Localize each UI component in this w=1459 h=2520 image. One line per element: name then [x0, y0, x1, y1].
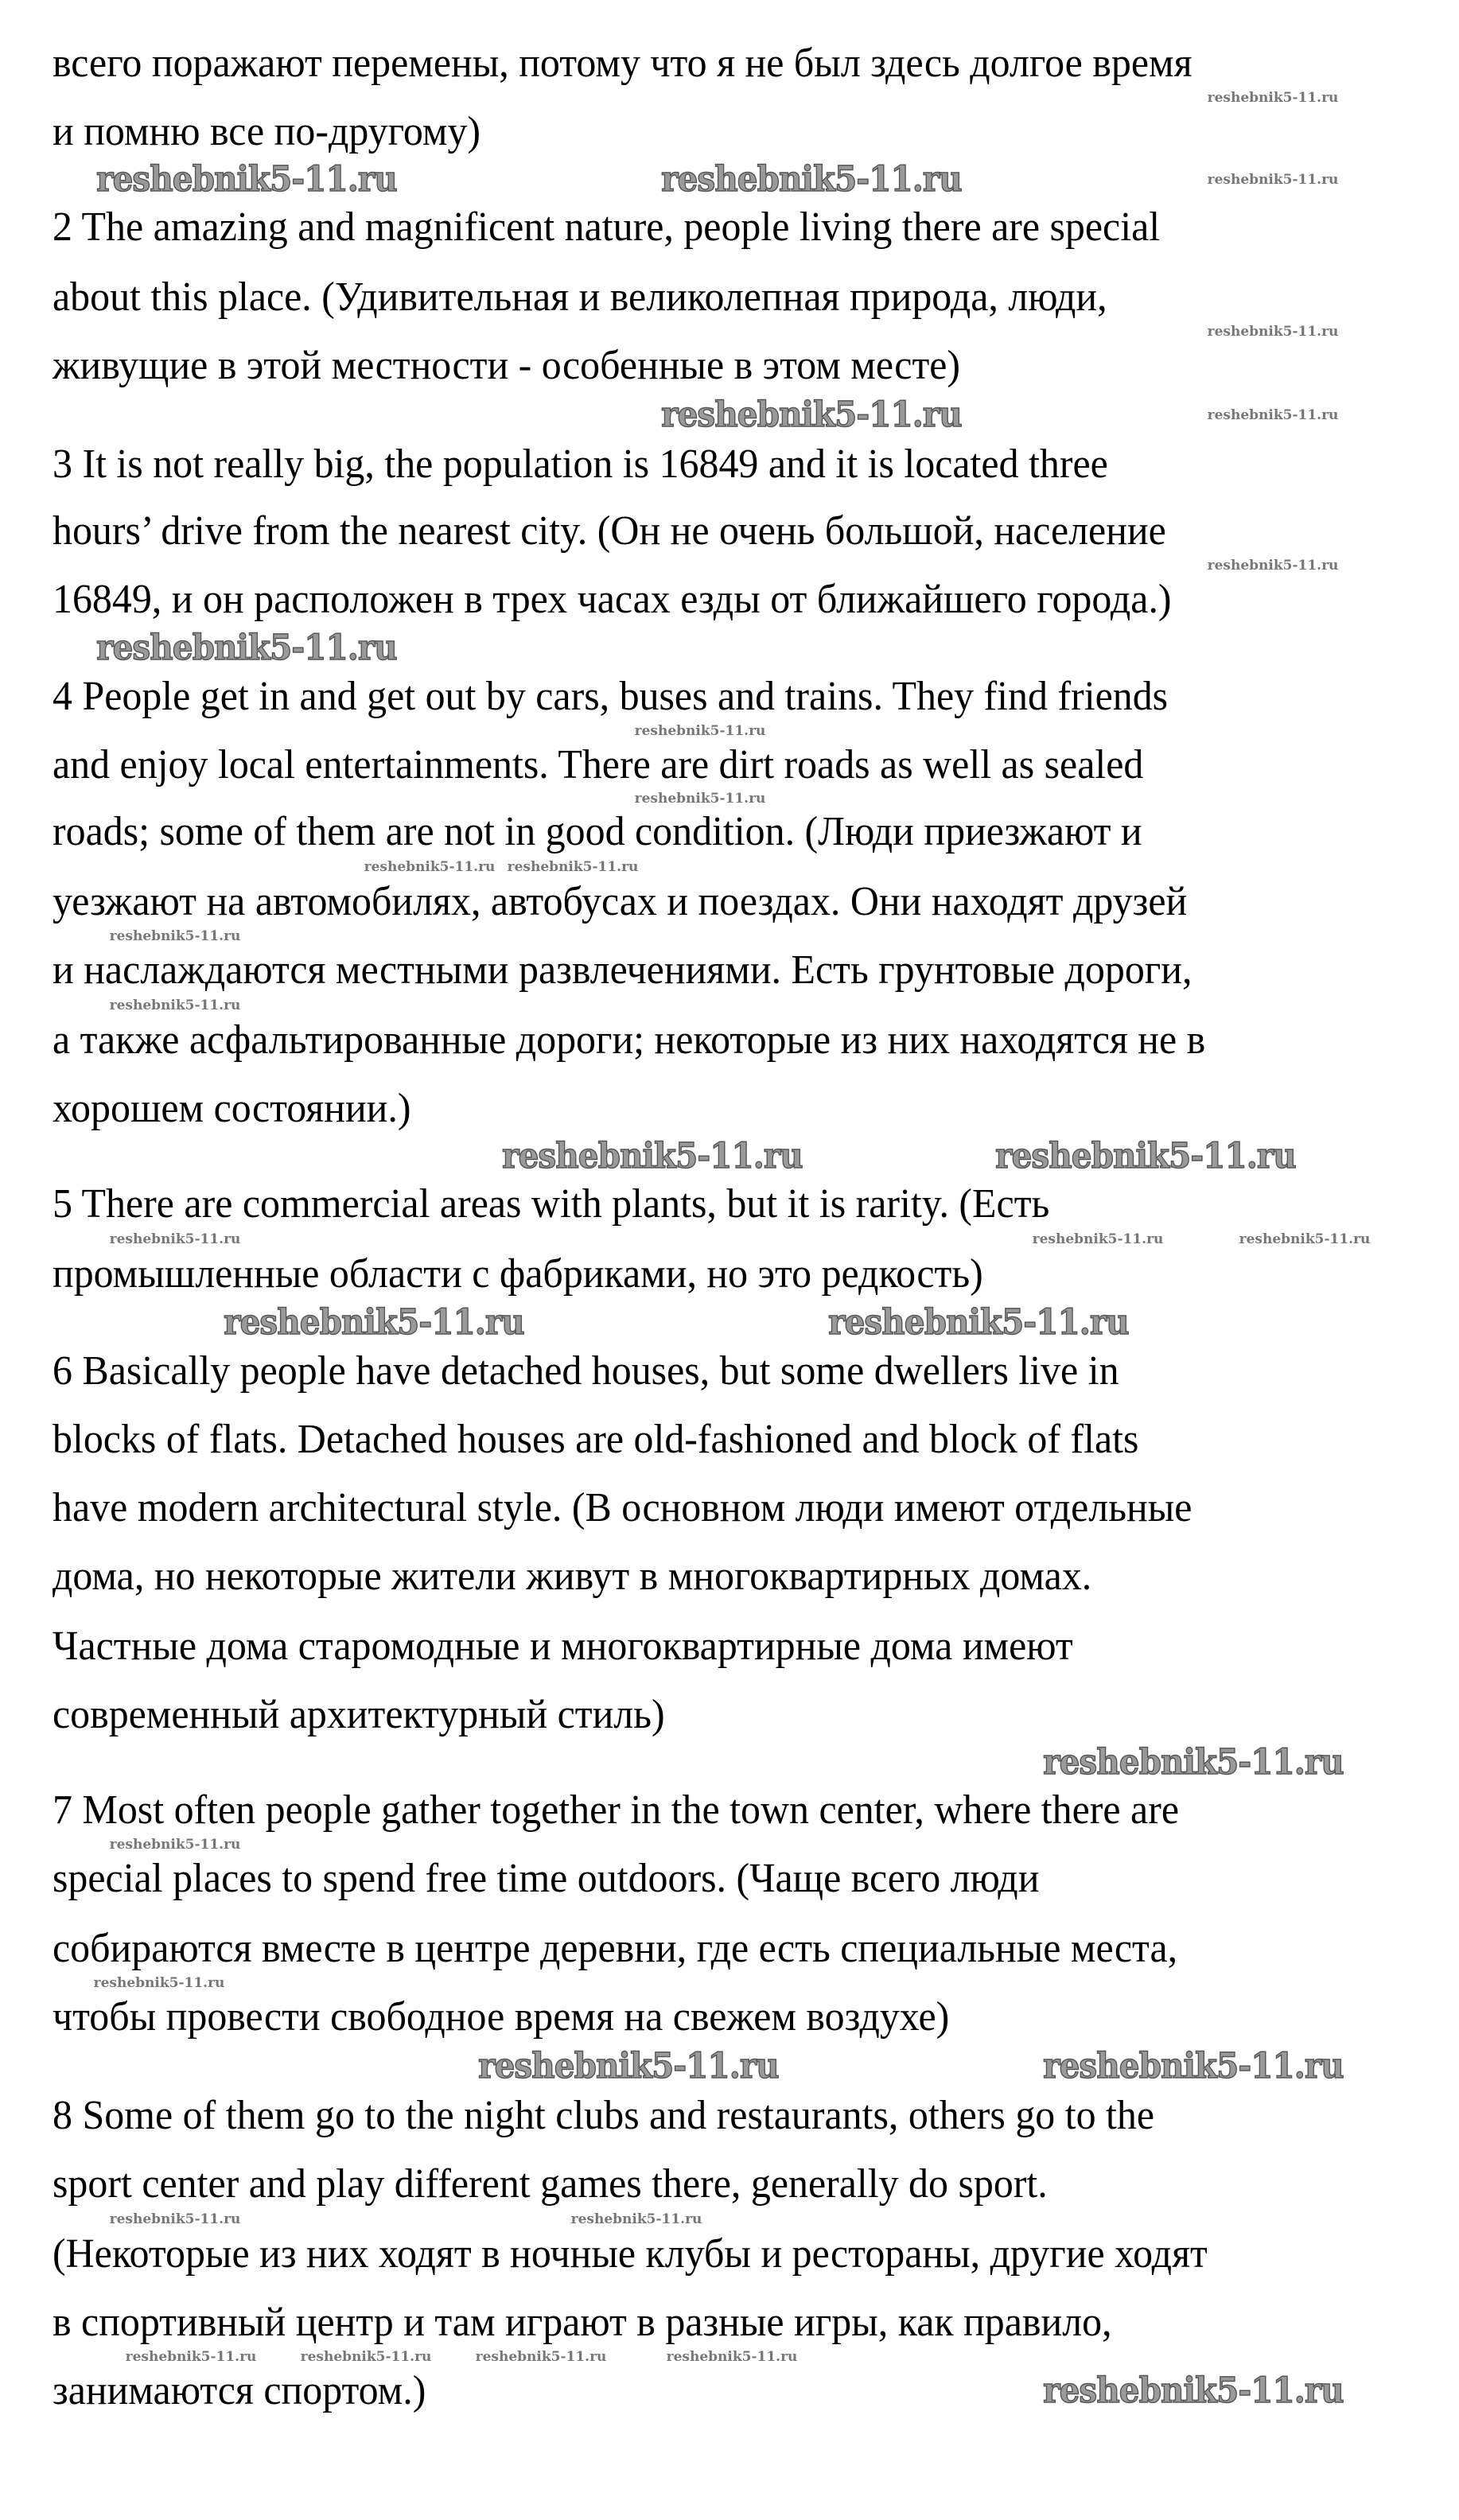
watermark: reshebnik5-11.ru — [1043, 2370, 1344, 2411]
watermark: reshebnik5-11.ru — [109, 928, 241, 944]
text-line: about this place. (Удивительная и великолепная природа, люди, — [53, 274, 1107, 320]
watermark: reshebnik5-11.ru — [995, 1136, 1296, 1176]
text-line: дома, но некоторые жители живут в многоквартирных домах. — [53, 1554, 1092, 1599]
text-line: уезжают на автомобилях, автобусах и поездах. Они находят друзей — [53, 879, 1188, 924]
watermark: reshebnik5-11.ru — [828, 1302, 1129, 1343]
text-line: sport center and play different games there, generally do sport. — [53, 2161, 1048, 2207]
text-line: в спортивный центр и там играют в разные игры, как правило, — [53, 2300, 1112, 2345]
text-line: and enjoy local entertainments. There are dirt roads as well as sealed — [53, 742, 1144, 788]
watermark: reshebnik5-11.ru — [1032, 1231, 1164, 1247]
text-line: промышленные области с фабриками, но это редкость) — [53, 1251, 983, 1297]
text-line: занимаются спортом.) — [53, 2368, 426, 2413]
text-line: живущие в этой местности - особенные в этом месте) — [53, 343, 961, 388]
text-line: 5 There are commercial areas with plants, but it is rarity. (Есть — [53, 1181, 1050, 1227]
watermark: reshebnik5-11.ru — [661, 159, 962, 200]
watermark: reshebnik5-11.ru — [1207, 407, 1339, 423]
watermark: reshebnik5-11.ru — [96, 628, 397, 668]
watermark: reshebnik5-11.ru — [1207, 172, 1339, 188]
watermark: reshebnik5-11.ru — [507, 859, 639, 875]
text-line: Частные дома старомодные и многоквартирные дома имеют — [53, 1624, 1073, 1669]
watermark: reshebnik5-11.ru — [1239, 1231, 1371, 1247]
text-line: 6 Basically people have detached houses, but some dwellers live in — [53, 1348, 1119, 1394]
watermark: reshebnik5-11.ru — [109, 998, 241, 1013]
text-line: собираются вместе в центре деревни, где есть специальные места, — [53, 1926, 1178, 1971]
watermark: reshebnik5-11.ru — [634, 791, 766, 807]
watermark: reshebnik5-11.ru — [109, 2211, 241, 2227]
watermark: reshebnik5-11.ru — [478, 2046, 779, 2086]
text-line: have modern architectural style. (В основном люди имеют отдельные — [53, 1485, 1192, 1530]
watermark: reshebnik5-11.ru — [666, 2349, 798, 2365]
text-line: special places to spend free time outdoors. (Чаще всего люди — [53, 1856, 1040, 1901]
watermark: reshebnik5-11.ru — [502, 1136, 803, 1176]
watermark: reshebnik5-11.ru — [1043, 1742, 1344, 1783]
text-line: а также асфальтированные дороги; некоторые из них находятся не в — [53, 1017, 1206, 1063]
text-line: hours’ drive from the nearest city. (Он не очень большой, население — [53, 508, 1166, 554]
watermark: reshebnik5-11.ru — [570, 2211, 702, 2227]
text-line: 16849, и он расположен в трех часах езды от ближайшего города.) — [53, 577, 1172, 622]
text-line: 7 Most often people gather together in the town center, where there are — [53, 1787, 1179, 1833]
watermark: reshebnik5-11.ru — [93, 1975, 225, 1991]
watermark: reshebnik5-11.ru — [1207, 558, 1339, 574]
watermark: reshebnik5-11.ru — [109, 1837, 241, 1853]
watermark: reshebnik5-11.ru — [109, 1231, 241, 1247]
text-line: и наслаждаются местными развлечениями. Есть грунтовые дороги, — [53, 947, 1192, 993]
text-line: 4 People get in and get out by cars, buses and trains. They find friends — [53, 674, 1169, 719]
text-line: и помню все по-другому) — [53, 109, 481, 154]
watermark: reshebnik5-11.ru — [364, 859, 496, 875]
text-line: современный архитектурный стиль) — [53, 1692, 665, 1737]
watermark: reshebnik5-11.ru — [475, 2349, 607, 2365]
text-line: 2 The amazing and magnificent nature, people living there are special — [53, 204, 1161, 250]
text-line: blocks of flats. Detached houses are old-fashioned and block of flats — [53, 1417, 1139, 1462]
watermark: reshebnik5-11.ru — [96, 159, 397, 200]
watermark: reshebnik5-11.ru — [1207, 90, 1339, 106]
watermark: reshebnik5-11.ru — [1043, 2046, 1344, 2086]
text-line: roads; some of them are not in good condition. (Люди приезжают и — [53, 809, 1142, 854]
text-line: 3 It is not really big, the population is 16849 and it is located three — [53, 441, 1108, 487]
watermark: reshebnik5-11.ru — [634, 723, 766, 739]
text-line: (Некоторые из них ходят в ночные клубы и рестораны, другие ходят — [53, 2231, 1208, 2277]
text-line: 8 Some of them go to the night clubs and restaurants, others go to the — [53, 2093, 1155, 2138]
watermark: reshebnik5-11.ru — [224, 1302, 524, 1343]
text-line: всего поражают перемены, потому что я не был здесь долгое время — [53, 41, 1192, 86]
watermark: reshebnik5-11.ru — [1207, 324, 1339, 340]
watermark: reshebnik5-11.ru — [661, 395, 962, 435]
watermark: reshebnik5-11.ru — [300, 2349, 432, 2365]
watermark: reshebnik5-11.ru — [125, 2349, 257, 2365]
text-line: хорошем состоянии.) — [53, 1086, 411, 1131]
text-line: чтобы провести свободное время на свежем воздухе) — [53, 1994, 950, 2040]
